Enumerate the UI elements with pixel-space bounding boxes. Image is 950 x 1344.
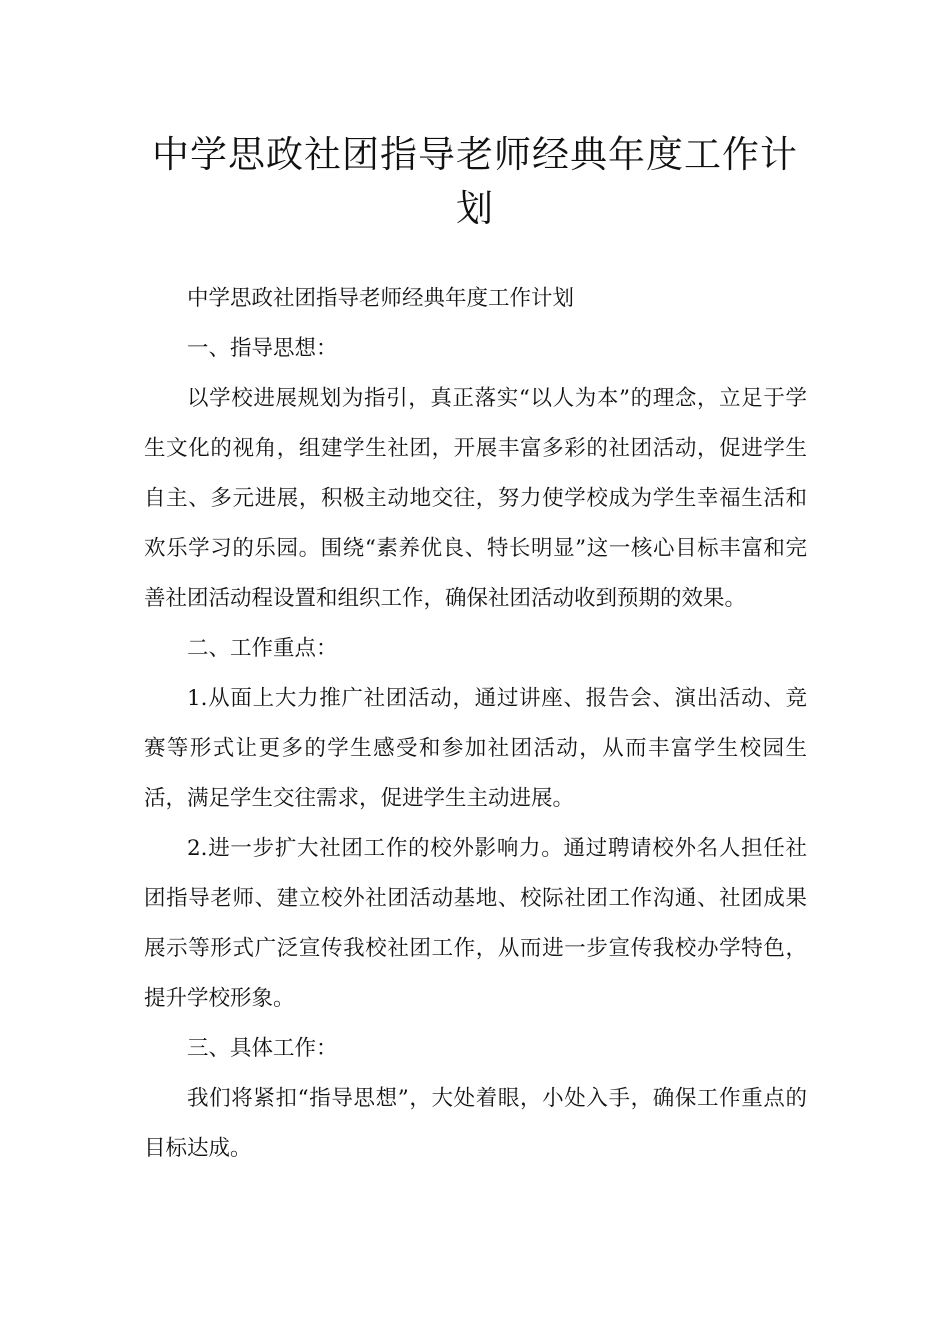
paragraph-guiding-ideology: 以学校进展规划为指引，真正落实“以人为本”的理念，立足于学生文化的视角，组建学生社团，开展丰富多彩的社团活动，促进学生自主、多元进展，积极主动地交往，努力使学校成为学生幸福生活和欢乐学习的乐园。围绕“素养优良、特长明显”这一核心目标丰富和完善社团活动程设置和组织工作，确保社团活动收到预期的效果。: [144, 386, 807, 611]
section-heading-specific-work: 三、具体工作：: [187, 1036, 338, 1061]
section-heading-guiding-ideology: 一、指导思想：: [187, 336, 338, 361]
paragraph-work-focus-1: 1.从面上大力推广社团活动，通过讲座、报告会、演出活动、竞赛等形式让更多的学生感受和参加社团活动，从而丰富学生校园生活，满足学生交往需求，促进学生主动进展。: [144, 686, 807, 811]
paragraph-specific-work: 我们将紧扣“指导思想”，大处着眼，小处入手，确保工作重点的目标达成。: [144, 1086, 807, 1161]
paragraph-work-focus-2: 2.进一步扩大社团工作的校外影响力。通过聘请校外名人担任社团指导老师、建立校外社团活动基地、校际社团工作沟通、社团成果展示等形式广泛宣传我校社团工作，从而进一步宣传我校办学特色，提升学校形象。: [144, 836, 807, 1011]
document-title: 中学思政社团指导老师经典年度工作计划: [152, 133, 798, 230]
section-heading-work-focus: 二、工作重点：: [187, 636, 338, 661]
document-body: [144, 274, 807, 1174]
subtitle-paragraph: 中学思政社团指导老师经典年度工作计划: [187, 286, 575, 311]
